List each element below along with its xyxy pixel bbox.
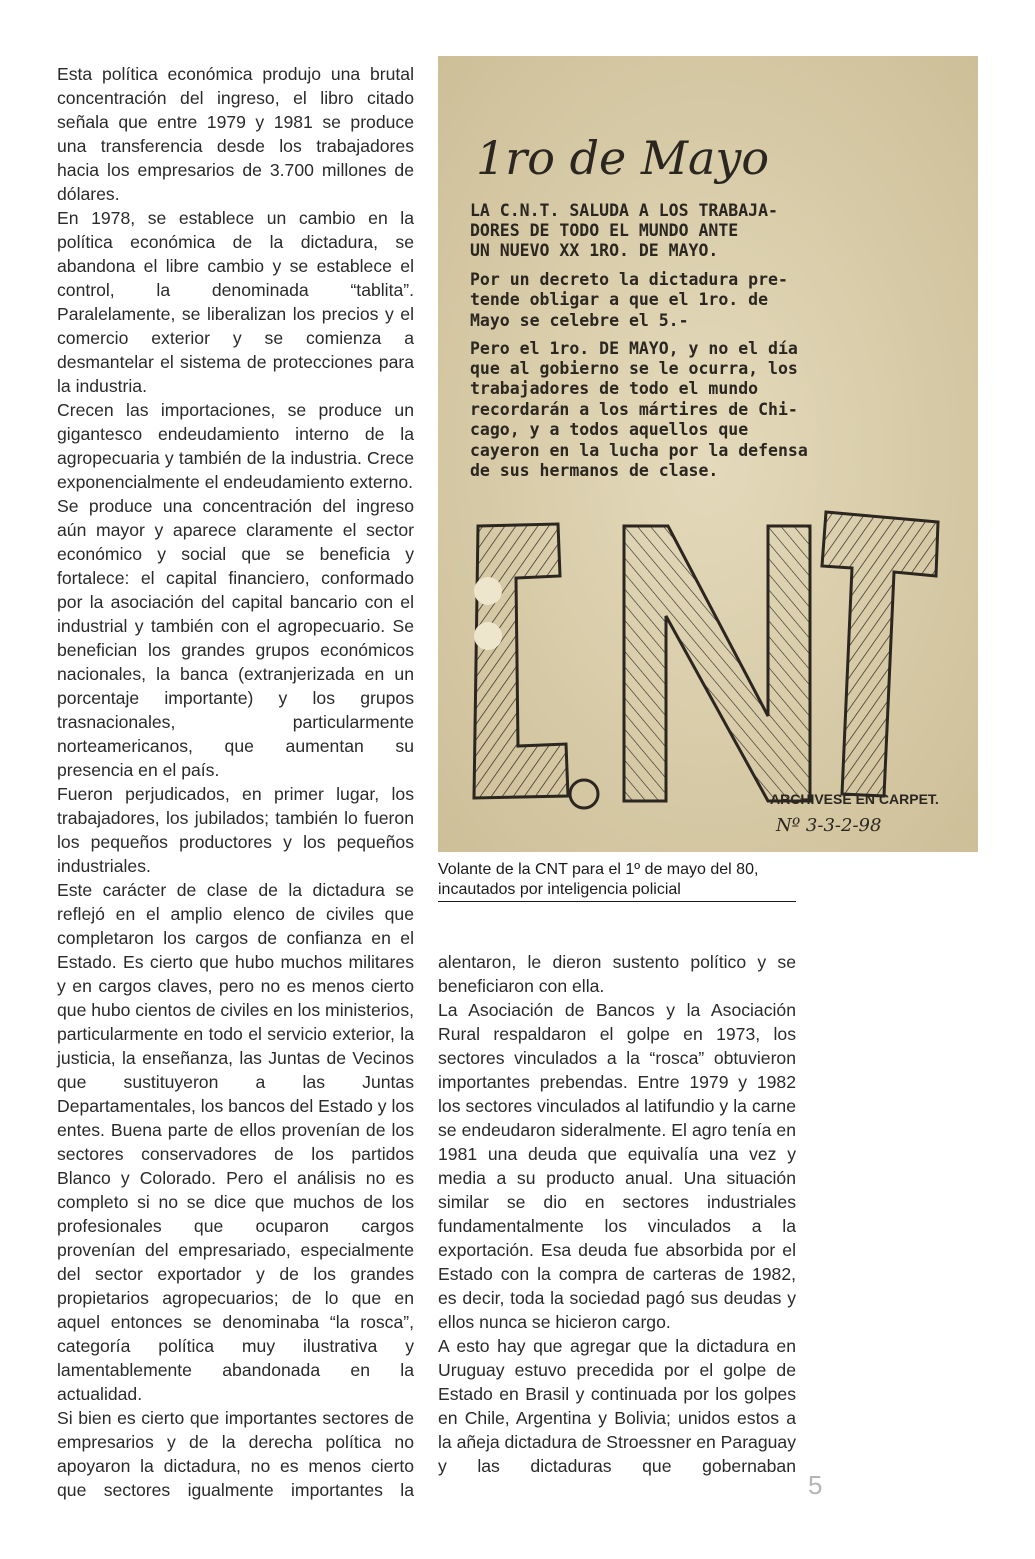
paragraph: Crecen las importaciones, se produce un gigantesco endeudamiento interno de la agropecuaria y también de la industria. Crece exponencialmente el endeudamiento externo. [57, 400, 414, 492]
flyer-line: que al gobierno se le ocurra, los [470, 359, 798, 378]
caption-line: incautados por inteligencia policial [438, 881, 681, 898]
caption-line: Volante de la CNT para el 1º de mayo del 80, [438, 861, 759, 878]
page-number: 5 [808, 1470, 823, 1500]
right-text-column [438, 950, 796, 1478]
left-text-column [57, 62, 414, 1502]
flyer-line: recordarán a los mártires de Chi- [470, 400, 798, 419]
flyer-line: UN NUEVO XX 1RO. DE MAYO. [470, 241, 719, 260]
flyer-line: trabajadores de todo el mundo [470, 379, 759, 398]
flyer-line: de sus hermanos de clase. [470, 461, 719, 480]
flyer-line: DORES DE TODO EL MUNDO ANTE [470, 221, 739, 240]
flyer-line: cago, y a todos aquellos que [470, 420, 749, 439]
paragraph: alentaron, le dieron sustento político y se beneficiaron con ella. [438, 952, 796, 996]
paragraph: Fueron perjudicados, en primer lugar, los trabajadores, los jubilados; también lo fueron los pequeños productores y los pequeños industriales. [57, 784, 414, 876]
flyer-line: LA C.N.T. SALUDA A LOS TRABAJA- [470, 201, 778, 220]
flyer-line: Por un decreto la dictadura pre- [470, 270, 788, 289]
paragraph: Si bien es cierto que importantes sectores de empresarios y de la derecha política no apoyaron la dictadura, no es menos cierto que sectores igualmente importantes la [57, 1408, 414, 1500]
flyer-line: tende obligar a que el 1ro. de [470, 290, 769, 309]
paragraph: En 1978, se establece un cambio en la política económica de la dictadura, se abandona el libre cambio y se establece el control, la denominada “tablita”. Paralelamente, se liberalizan los precios y el comercio exterior y se comienza a desmantelar el sistema de protecciones para la industria. [57, 208, 414, 396]
paragraph: Este carácter de clase de la dictadura se reflejó en el amplio elenco de civiles que completaron los cargos de confianza en el Estado. Es cierto que hubo muchos militares y en cargos claves, pero no es menos cierto que hubo cientos de civiles en los ministerios, particularmente en todo el servicio exterior, la justicia, la enseñanza, las Juntas de Vecinos que sustituyeron a las Juntas Departamentales, los bancos del Estado y los entes. Buena parte de ellos provenían de los sectores conservadores de los partidos Blanco y Colorado. Pero el análisis no es completo si no se dice que muchos de los profesionales que ocuparon cargos provenían del empresariado, especialmente del sector exportador y de los grandes propietarios agropecuarios; de lo que en aquel entonces se denominaba “la rosca”, categoría política muy ilustrativa y lamentablemente abandonada en la actualidad. [57, 880, 414, 1404]
paragraph: A esto hay que agregar que la dictadura en Uruguay estuvo precedida por el golpe de Estado en Brasil y continuada por los golpes en Chile, Argentina y Bolivia; unidos estos a la añeja dictadura de Stroessner en Paraguay y las dictaduras que gobernaban [438, 1336, 796, 1476]
archive-number: Nº 3-3-2-98 [776, 815, 882, 836]
paragraph: Se produce una concentración del ingreso aún mayor y aparece claramente el sector económico y social que se beneficia y fortalece: el capital financiero, conformado por la asociación del capital bancario con el industrial y también con el agropecuario. Se benefician los grandes grupos económicos nacionales, la banca (extranjerizada en un porcentaje importante) y los grupos trasnacionales, particularmente norteamericanos, que aumentan su presencia en el país. [57, 496, 414, 780]
image-caption [438, 860, 796, 902]
paragraph: La Asociación de Bancos y la Asociación Rural respaldaron el golpe en 1973, los sectores vinculados a la “rosca” obtuvieron importantes prebendas. Entre 1979 y 1982 los sectores vinculados al latifundio y la carne se endeudaron sideralmente. El agro tenía en 1981 una deuda que equivalía una vez y media a su producto anual. Una situación similar se dio en sectores industriales fundamentalmente los vinculados a la exportación. Esa deuda fue absorbida por el Estado con la compra de carteras de 1982, es decir, toda la sociedad pagó sus deudas y ellos nunca se hicieron cargo. [438, 1000, 796, 1332]
flyer-line: Mayo se celebre el 5.- [470, 311, 689, 330]
paragraph: Esta política económica produjo una brutal concentración del ingreso, el libro citado señala que entre 1979 y 1981 se produce una transferencia desde los trabajadores hacia los empresarios de 3.700 millones de dólares. [57, 64, 414, 204]
archive-stamp: ARCHIVESE EN CARPET. [770, 791, 939, 807]
flyer-line: cayeron en la lucha por la defensa [470, 441, 808, 460]
flyer-heading: 1ro de Mayo [476, 131, 770, 185]
cnt-flyer-image [438, 56, 978, 852]
flyer-line: Pero el 1ro. DE MAYO, y no el día [470, 339, 798, 358]
